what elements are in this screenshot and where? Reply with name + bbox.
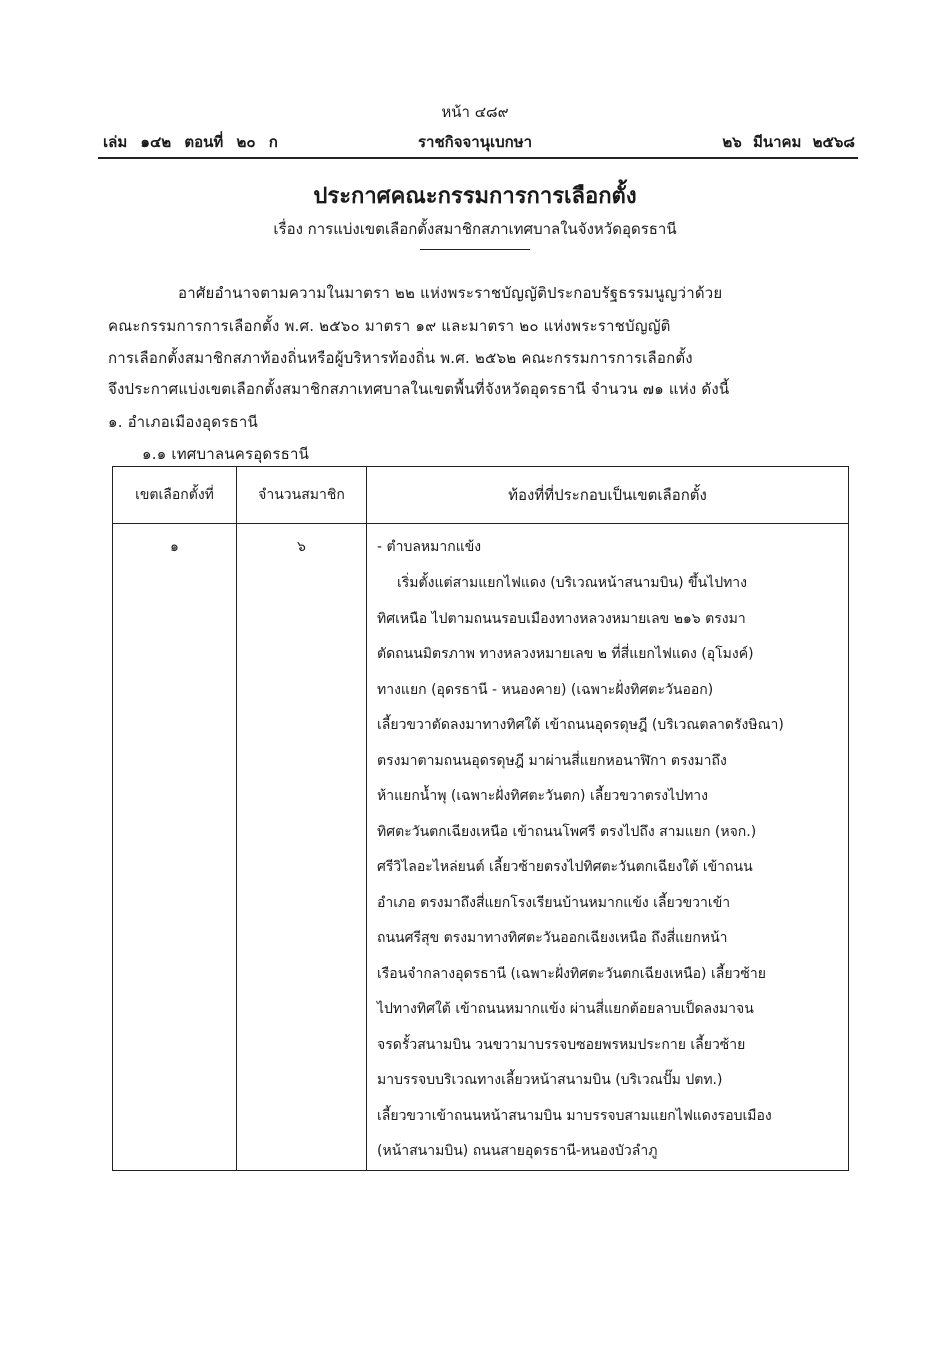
description-line: ถนนศรีสุข ตรงมาทางทิศตะวันออกเฉียงเหนือ ถึงสี่แยกหน้า: [377, 930, 728, 946]
member-count: ๖: [237, 524, 367, 1171]
area-description: [367, 524, 849, 1171]
description-line: อำเภอ ตรงมาถึงสี่แยกโรงเรียนบ้านหมากแข้ง เลี้ยวขวาเข้า: [377, 894, 731, 911]
description-line: เรือนจำกลางอุดรธานี (เฉพาะฝั่งทิศตะวันตกเฉียงเหนือ) เลี้ยวซ้าย: [377, 965, 766, 982]
title-divider: [420, 249, 530, 250]
body-line: การเลือกตั้งสมาชิกสภาท้องถิ่นหรือผู้บริหารท้องถิ่น พ.ศ. ๒๕๖๒ คณะกรรมการการเลือกตั้ง: [108, 349, 693, 367]
volume-issue: เล่ม ๑๔๒ ตอนที่ ๒๐ ก: [103, 133, 278, 151]
header-divider: [98, 157, 858, 159]
municipality-heading: ๑.๑ เทศบาลนครอุดรธานี: [142, 445, 310, 463]
description-line: เลี้ยวขวาตัดลงมาทางทิศใต้ เข้าถนนอุดรดุษฎี (บริเวณตลาดรังษิณา): [377, 717, 784, 733]
description-line: ตัดถนนมิตรภาพ ทางหลวงหมายเลข ๒ ที่สี่แยกไฟแดง (อุโมงค์): [377, 646, 754, 662]
announcement-subject: เรื่อง การแบ่งเขตเลือกตั้งสมาชิกสภาเทศบาลในจังหวัดอุดรธานี: [273, 220, 677, 238]
zone-number: ๑: [113, 524, 237, 1171]
description-line: ทิศตะวันตกเฉียงเหนือ เข้าถนนโพศรี ตรงไปถึง สามแยก (หจก.): [377, 823, 757, 840]
members-column-header: จำนวนสมาชิก: [237, 467, 367, 524]
description-line: ศรีวิไลอะไหล่ยนต์ เลี้ยวซ้ายตรงไปทิศตะวันตกเฉียงใต้ เข้าถนน: [377, 859, 753, 875]
description-line: ไปทางทิศใต้ เข้าถนนหมากแข้ง ผ่านสี่แยกต้อยลาบเป็ดลงมาจน: [377, 1001, 754, 1017]
page-number: หน้า ๔๘๙: [441, 103, 509, 121]
zone-table: [112, 466, 849, 1171]
body-line: จึงประกาศแบ่งเขตเลือกตั้งสมาชิกสภาเทศบาลในเขตพื้นที่จังหวัดอุดรธานี จำนวน ๗๑ แห่ง ดังนี้: [108, 380, 730, 398]
area-column-header: ท้องที่ที่ประกอบเป็นเขตเลือกตั้ง: [367, 467, 849, 524]
zone-column-header: เขตเลือกตั้งที่: [113, 467, 237, 524]
subdistrict-name: - ตำบลหมากแข้ง: [377, 539, 482, 555]
description-line: เริ่มตั้งแต่สามแยกไฟแดง (บริเวณหน้าสนามบิน) ขึ้นไปทาง: [397, 575, 747, 591]
announcement-title: ประกาศคณะกรรมการการเลือกตั้ง: [313, 184, 637, 209]
publication-date: ๒๖ มีนาคม ๒๕๖๘: [722, 133, 855, 151]
district-heading: ๑. อำเภอเมืองอุดรธานี: [108, 413, 258, 431]
body-line: อาศัยอำนาจตามความในมาตรา ๒๒ แห่งพระราชบัญญัติประกอบรัฐธรรมนูญว่าด้วย: [178, 284, 723, 302]
body-line: คณะกรรมการการเลือกตั้ง พ.ศ. ๒๕๖๐ มาตรา ๑๙ และมาตรา ๒๐ แห่งพระราชบัญญัติ: [108, 317, 671, 335]
description-line: เลี้ยวขวาเข้าถนนหน้าสนามบิน มาบรรจบสามแยกไฟแดงรอบเมือง: [377, 1107, 772, 1124]
description-line: จรดรั้วสนามบิน วนขวามาบรรจบซอยพรหมประกาย เลี้ยวซ้าย: [377, 1036, 746, 1053]
publication-name: ราชกิจจานุเบกษา: [417, 133, 533, 151]
description-line: มาบรรจบบริเวณทางเลี้ยวหน้าสนามบิน (บริเวณปั๊ม ปตท.): [377, 1072, 723, 1088]
table-header-row: [113, 467, 849, 524]
description-line: ทางแยก (อุดรธานี - หนองคาย) (เฉพาะฝั่งทิศตะวันออก): [377, 681, 714, 698]
description-line: (หน้าสนามบิน) ถนนสายอุดรธานี-หนองบัวลำภู: [377, 1143, 658, 1159]
description-line: ทิศเหนือ ไปตามถนนรอบเมืองทางหลวงหมายเลข ๒๑๖ ตรงมา: [377, 610, 746, 627]
description-line: ตรงมาตามถนนอุดรดุษฎี มาผ่านสี่แยกหอนาฬิกา ตรงมาถึง: [377, 752, 727, 769]
table-row: [113, 524, 849, 1171]
description-line: ห้าแยกน้ำพุ (เฉพาะฝั่งทิศตะวันตก) เลี้ยวขวาตรงไปทาง: [377, 788, 708, 804]
